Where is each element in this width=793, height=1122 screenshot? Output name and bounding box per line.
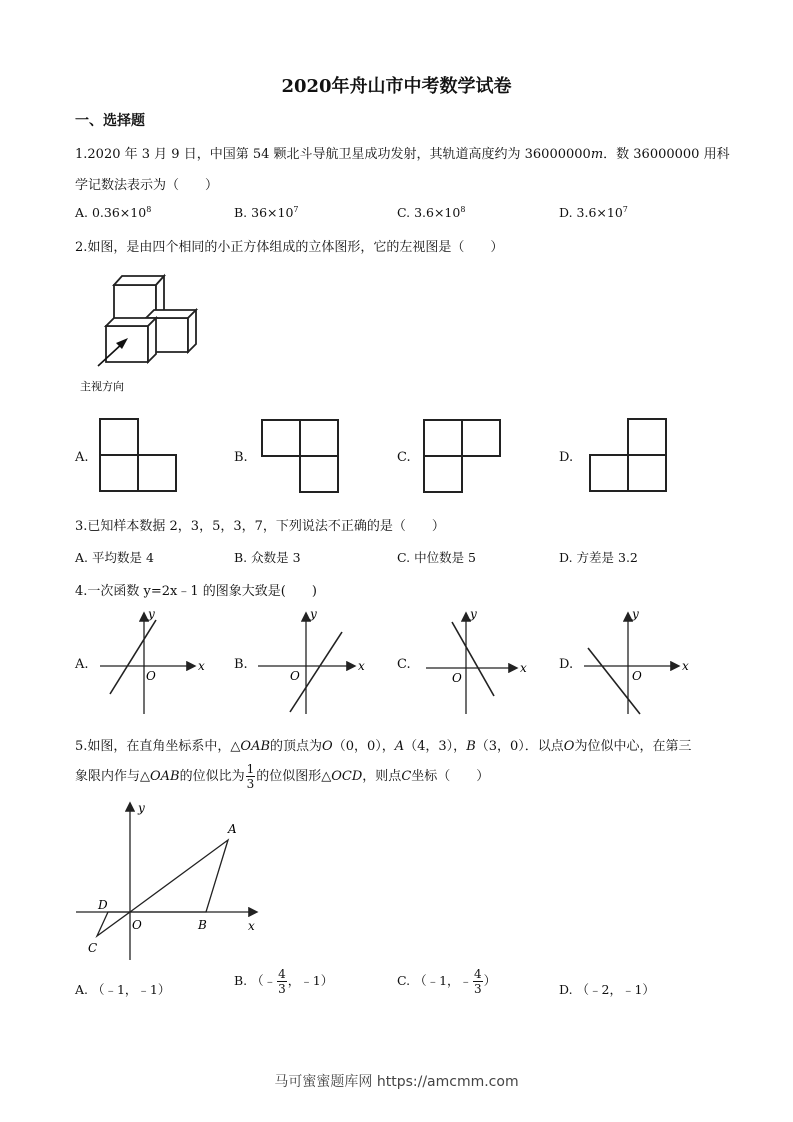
q1-option-d[interactable]: D. $3.6\times 10^7$: [559, 205, 628, 221]
q1-option-a[interactable]: A. $0.36\times 10^8$: [75, 205, 152, 221]
fraction: $\frac{1}{3}$: [246, 762, 255, 791]
question-3-text: 3.已知样本数据 2，3，5，3，7，下列说法不正确的是（ ）: [75, 519, 445, 534]
q4-option-c-graph[interactable]: [418, 608, 530, 718]
question-5-line-2: 象限内作与△OAB的位似比为 $\frac{1}{3}$ 的位似图形△OCD，则点C坐标（ ）: [75, 762, 490, 791]
svg-text:y: y: [148, 607, 155, 621]
q2-cube-figure: [76, 270, 208, 394]
q4-option-c-label[interactable]: C.: [397, 657, 411, 672]
svg-text:O: O: [132, 918, 142, 932]
svg-text:y: y: [470, 607, 477, 621]
svg-text:y: y: [310, 607, 317, 621]
q5-option-c[interactable]: C. （﹣1，﹣ $\frac{4}{3}$ ）: [397, 967, 497, 996]
question-5-line-1: 5.如图，在直角坐标系中，△OAB的顶点为O（0，0），A（4，3），B（3，0）．以点O为位似中心，在第三: [75, 739, 692, 754]
question-4-text: 4.一次函数 y=2x﹣1 的图象大致是( ): [75, 584, 317, 599]
svg-text:O: O: [632, 669, 642, 683]
question-1-line-1: 1.2020 年 3 月 9 日，中国第 54 颗北斗导航卫星成功发射，其轨道高度约为 36000000m．数 36000000 用科: [75, 147, 730, 162]
q4-option-b-graph[interactable]: [256, 608, 368, 718]
section-heading: 一、选择题: [75, 113, 145, 129]
svg-text:x: x: [520, 661, 527, 675]
page-title: 2020年舟山市中考数学试卷: [281, 76, 512, 97]
q5-coordinate-figure: [74, 800, 264, 964]
footer-watermark[interactable]: 马可蜜蜜题库网 https://amcmm.com: [274, 1074, 519, 1090]
svg-text:y: y: [138, 801, 145, 815]
q3-option-b[interactable]: B. 众数是 3: [234, 550, 301, 565]
q2-option-d-label[interactable]: D.: [559, 450, 574, 465]
q1-option-c[interactable]: C. $3.6\times 10^8$: [397, 205, 466, 221]
svg-text:y: y: [632, 607, 639, 621]
q3-option-d[interactable]: D. 方差是 3.2: [559, 550, 638, 565]
q2-caption: 主视方向: [80, 380, 124, 393]
q4-option-a-label[interactable]: A.: [75, 657, 89, 672]
q2-option-a-figure[interactable]: [98, 417, 178, 493]
q2-option-c-figure[interactable]: [422, 418, 502, 494]
svg-text:x: x: [248, 919, 255, 933]
svg-text:B: B: [198, 918, 207, 932]
q1-option-b[interactable]: B. $36\times 10^7$: [234, 205, 299, 221]
svg-text:x: x: [682, 659, 689, 673]
svg-text:O: O: [146, 669, 156, 683]
svg-text:x: x: [198, 659, 205, 673]
q5-option-b[interactable]: B. （﹣ $\frac{4}{3}$ ，﹣1）: [234, 967, 334, 996]
q4-option-d-label[interactable]: D.: [559, 657, 574, 672]
q3-option-c[interactable]: C. 中位数是 5: [397, 550, 476, 565]
question-1-line-2: 学记数法表示为（ ）: [75, 178, 219, 193]
q3-option-a[interactable]: A. 平均数是 4: [75, 550, 154, 565]
q2-option-b-label[interactable]: B.: [234, 450, 248, 465]
svg-text:O: O: [290, 669, 300, 683]
q4-option-b-label[interactable]: B.: [234, 657, 248, 672]
svg-text:C: C: [88, 941, 98, 955]
q4-option-d-graph[interactable]: [580, 608, 692, 718]
q5-option-d[interactable]: D. （﹣2，﹣1）: [559, 982, 655, 997]
svg-text:D: D: [98, 898, 108, 912]
q2-option-c-label[interactable]: C.: [397, 450, 411, 465]
svg-text:A: A: [228, 822, 237, 836]
question-2-text: 2.如图，是由四个相同的小正方体组成的立体图形，它的左视图是（ ）: [75, 240, 504, 255]
svg-text:O: O: [452, 671, 462, 685]
svg-text:x: x: [358, 659, 365, 673]
q5-option-a[interactable]: A. （﹣1，﹣1）: [75, 982, 171, 997]
q2-option-a-label[interactable]: A.: [75, 450, 89, 465]
q2-option-b-figure[interactable]: [260, 418, 340, 494]
q2-option-d-figure[interactable]: [588, 417, 668, 493]
q4-option-a-graph[interactable]: [96, 608, 208, 718]
